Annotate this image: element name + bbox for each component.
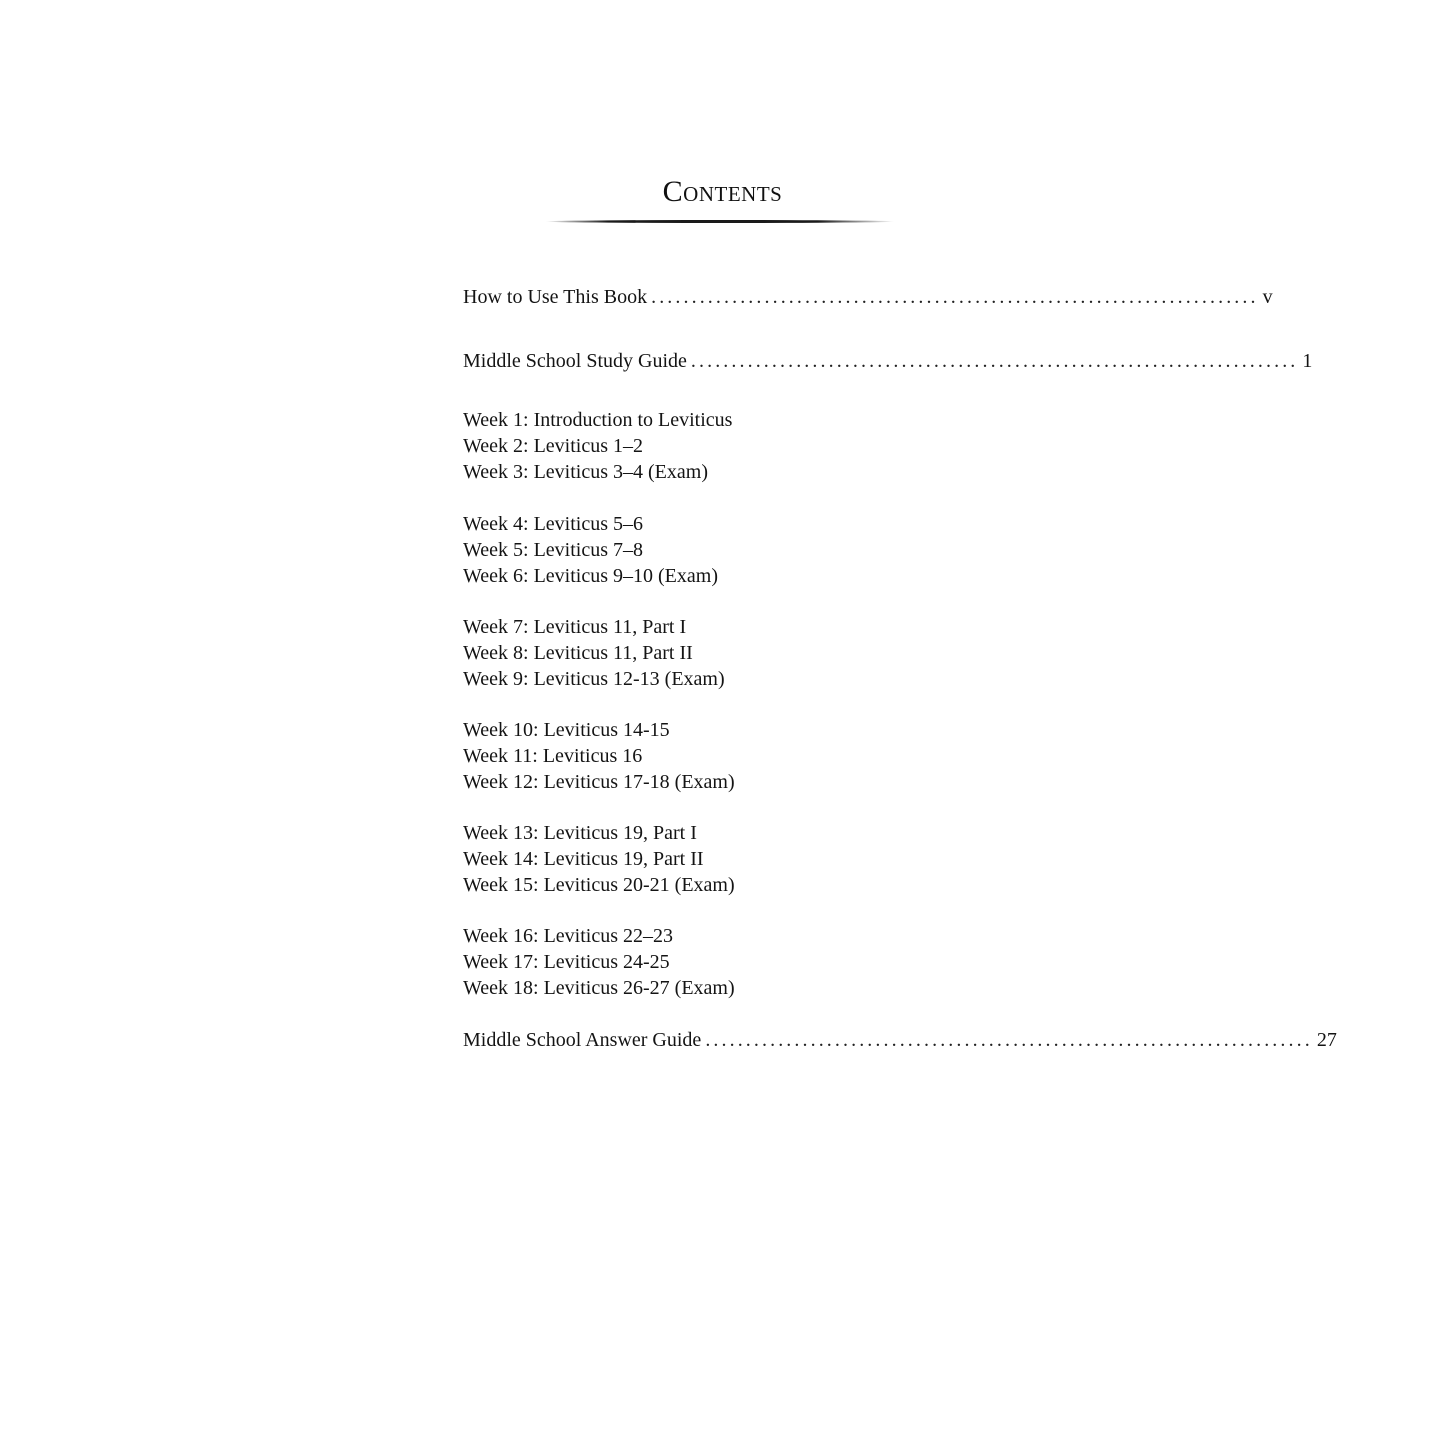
toc-entry-answer-guide[interactable] (463, 1027, 1337, 1053)
week-entry[interactable]: Week 14: Leviticus 19, Part II (463, 848, 704, 870)
toc-page-number: v (1262, 286, 1273, 308)
week-entry[interactable]: Week 11: Leviticus 16 (463, 745, 643, 767)
week-entry[interactable]: Week 5: Leviticus 7–8 (463, 539, 644, 561)
week-entry[interactable]: Week 13: Leviticus 19, Part I (463, 822, 697, 844)
week-entry[interactable]: Week 6: Leviticus 9–10 (Exam) (463, 565, 718, 587)
week-entry[interactable]: Week 18: Leviticus 26-27 (Exam) (463, 977, 735, 999)
dot-leader: ........................................................................... (705, 1029, 1313, 1051)
toc-entry-label: Middle School Study Guide (463, 350, 687, 372)
week-entry[interactable]: Week 1: Introduction to Leviticus (463, 409, 733, 431)
week-entry[interactable]: Week 15: Leviticus 20-21 (Exam) (463, 874, 735, 896)
week-entry[interactable]: Week 9: Leviticus 12-13 (Exam) (463, 668, 725, 690)
toc-page-number: 1 (1302, 350, 1313, 372)
week-entry[interactable]: Week 17: Leviticus 24-25 (463, 951, 670, 973)
week-entry[interactable]: Week 12: Leviticus 17-18 (Exam) (463, 771, 735, 793)
dot-leader: ........................................................................... (651, 286, 1259, 308)
toc-entry-label: Middle School Answer Guide (463, 1029, 702, 1051)
toc-entry-study-guide[interactable] (463, 348, 1313, 374)
toc-page-number: 27 (1316, 1029, 1337, 1051)
toc-entry-how-to-use[interactable] (463, 284, 1273, 310)
week-entry[interactable]: Week 10: Leviticus 14-15 (463, 719, 670, 741)
week-entry[interactable]: Week 7: Leviticus 11, Part I (463, 616, 687, 638)
title-underline-rule (545, 220, 895, 223)
week-entry[interactable]: Week 8: Leviticus 11, Part II (463, 642, 693, 664)
toc-entry-label: How to Use This Book (463, 286, 648, 308)
week-entry[interactable]: Week 3: Leviticus 3–4 (Exam) (463, 461, 708, 483)
dot-leader: ........................................................................... (690, 350, 1299, 372)
page-title: Contents (662, 175, 783, 208)
week-entry[interactable]: Week 16: Leviticus 22–23 (463, 925, 674, 947)
week-entry[interactable]: Week 4: Leviticus 5–6 (463, 513, 644, 535)
week-entry[interactable]: Week 2: Leviticus 1–2 (463, 435, 644, 457)
